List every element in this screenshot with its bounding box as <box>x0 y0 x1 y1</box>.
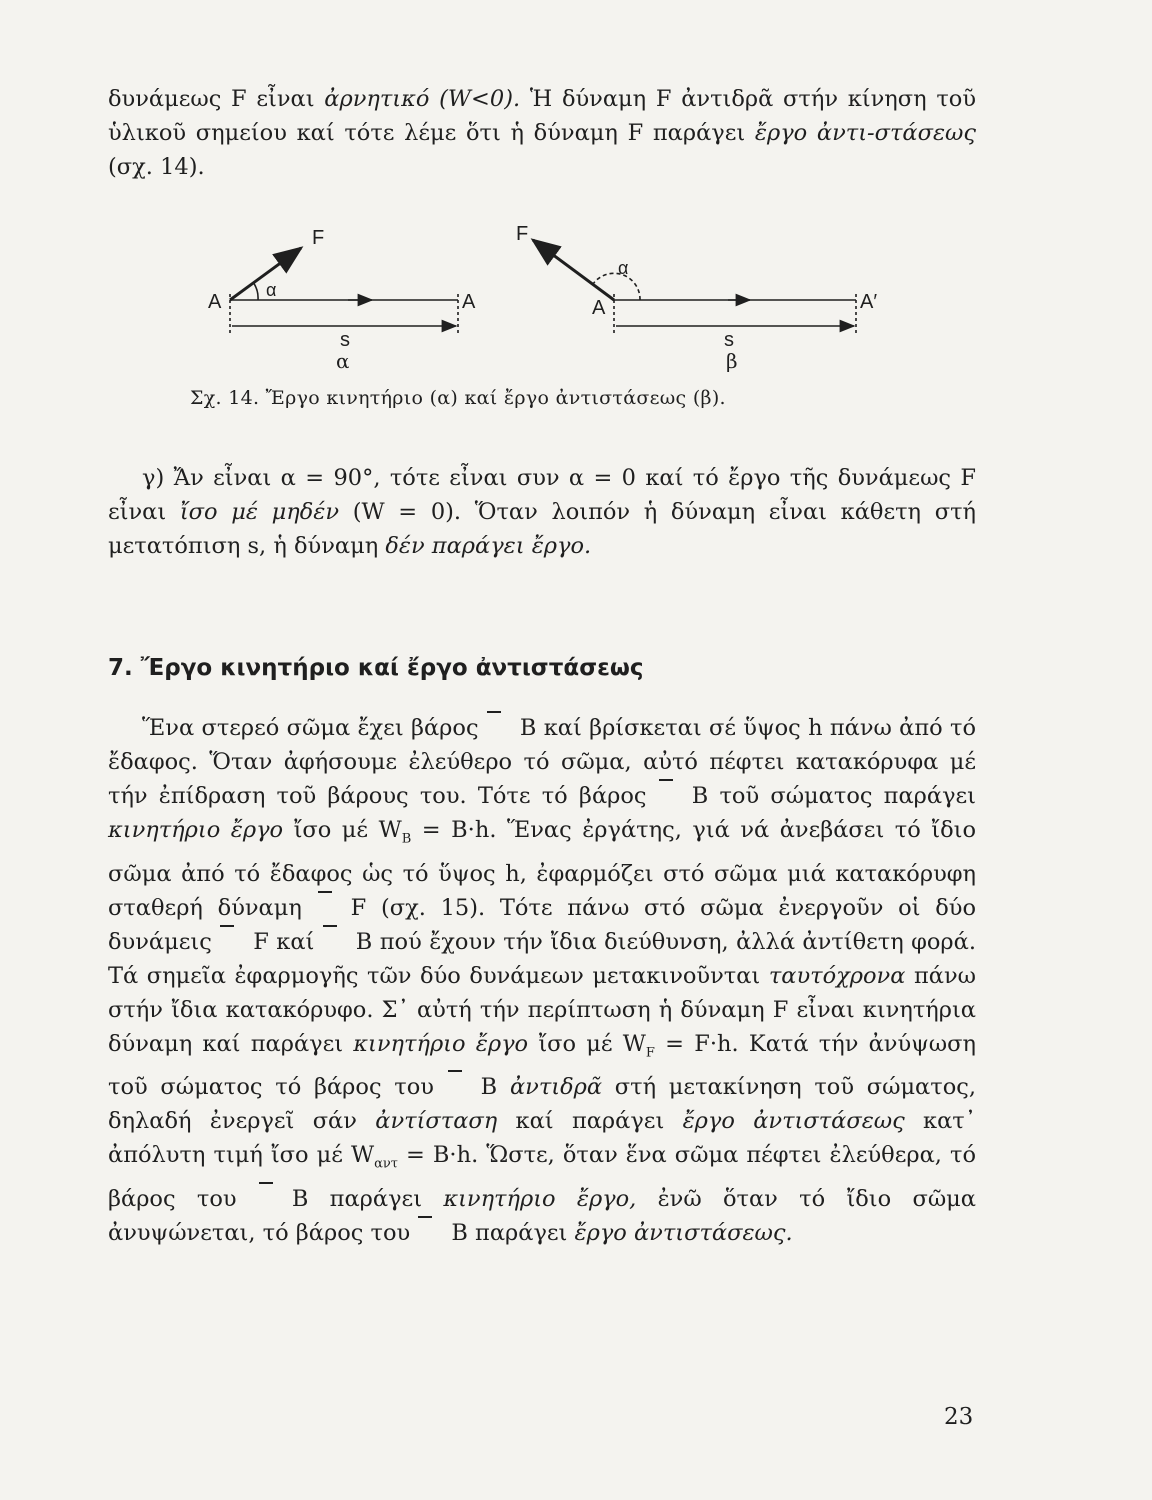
body-italic-1: κινητήριο ἔργο <box>108 817 284 843</box>
gamma-italic-1: ἴσο μέ μηδέν <box>179 499 340 525</box>
body-italic-7: κινητήριο ἔργο, <box>443 1185 637 1212</box>
vector-F-2: F <box>219 925 269 959</box>
body-text-5: = B·h. Ἕνας ἐργάτης, γιά νά ἀνεβάσει τό ἴδιο σῶμα ἀπό τό ἔδαφος ὡς τό ὕψος h, ἐφαρμόζει στό σῶμα μιά κατακόρυφη σταθερή δύναμη <box>108 817 977 921</box>
diagram-b-sublabel: β <box>726 349 738 373</box>
body-text-18: παράγει <box>467 1219 575 1246</box>
figure-14-diagram <box>108 214 976 349</box>
vector-B-3: B <box>322 925 373 959</box>
figure-sublabels <box>108 349 976 379</box>
body-text-12: στή μετακίνηση τοῦ σώματος, δηλαδή ἐνεργεῖ σάν <box>108 1074 977 1134</box>
diagram-a-end-label: A <box>462 291 476 313</box>
diagram-b-displacement-label: s <box>724 329 734 349</box>
intro-text-3: (σχ. 14). <box>108 154 205 180</box>
diagram-a-angle-arc <box>253 282 258 300</box>
vector-F-1: F <box>317 891 367 925</box>
body-italic-8: ἔργο ἀντιστάσεως. <box>574 1219 793 1246</box>
body-text-15: = B·h. Ὥστε, ὅταν ἕνα σῶμα πέφτει ἐλεύθερα, τό βάρος του <box>108 1142 976 1212</box>
body-text-13: καί παράγει <box>497 1108 683 1134</box>
body-text-2: καί βρίσκεται σέ ὕψος h πάνω ἀπό τό ἔδαφος. Ὅταν ἀφήσουμε ἐλεύθερο τό σῶμα, αὐτό πέφτει κατακόρυφα μέ τήν ἐπίδραση τοῦ βάρους του. Τότε τό βάρος <box>108 715 976 809</box>
body-text-8: πού ἔχουν τήν ἴδια διεύθυνση, ἀλλά ἀντίθετη φορά. Τά σημεῖα ἐφαρμογῆς τῶν δύο δυνάμεων μετακινοῦνται <box>108 928 977 989</box>
body-text-3: τοῦ σώματος παράγει <box>708 783 976 809</box>
diagram-a-force-label: F <box>312 227 325 249</box>
diagram-a-sublabel: α <box>336 349 350 373</box>
diagram-b-force-arrow <box>533 240 614 300</box>
section-heading: 7. Ἔργο κινητήριο καί ἔργο ἀντιστάσεως <box>108 655 644 681</box>
body-paragraph <box>108 711 976 1250</box>
body-italic-3: κινητήριο ἔργο <box>353 1030 529 1057</box>
subscript-B: B <box>401 831 412 847</box>
vector-B-5: B <box>258 1182 309 1216</box>
diagram-a-angle-label: α <box>266 280 277 300</box>
body-text-6: (σχ. 15). Τότε πάνω στό σῶμα ἐνεργοῦν οἱ δύο δυνάμεις <box>108 894 976 955</box>
diagram-b-force-label: F <box>516 223 529 245</box>
body-italic-4: ἀντιδρᾶ <box>509 1074 603 1100</box>
diagram-a <box>230 248 458 336</box>
diagram-b-angle-arc <box>593 273 640 300</box>
vector-B-4: B <box>447 1070 498 1104</box>
body-italic-2: ταυτόχρονα <box>768 962 906 989</box>
diagram-a-displacement-label: s <box>340 329 350 349</box>
body-text-7: καί <box>268 928 322 955</box>
body-text-17: ἐνῶ ὅταν τό ἴδιο σῶμα ἀνυψώνεται, τό βάρος του <box>108 1185 976 1246</box>
page-number: 23 <box>944 1404 974 1430</box>
diagram-a-start-label: A <box>208 291 222 313</box>
body-text-14: κατ᾽ ἀπόλυτη τιμή ἴσο μέ W <box>108 1108 977 1168</box>
body-italic-6: ἔργο ἀντιστάσεως <box>682 1108 905 1134</box>
figure-14 <box>108 214 976 349</box>
subscript-ant: αντ <box>374 1156 398 1172</box>
gamma-text-2: (W = 0). Ὅταν λοιπόν ἡ δύναμη εἶναι κάθετη στή μετατόπιση s, ἡ δύναμη <box>108 499 976 559</box>
diagram-b-angle-label: α <box>618 258 629 278</box>
diagram-b-start-label: A <box>592 297 606 319</box>
body-text-9: πάνω στήν ἴδια κατακόρυφο. Σ᾽ αὐτή τήν περίπτωση ἡ δύναμη F εἶναι κινητήρια δύναμη καί παράγει <box>108 962 976 1057</box>
body-text-10: ἴσο μέ W <box>528 1030 646 1057</box>
body-text-4: ἴσο μέ W <box>283 817 402 843</box>
gamma-paragraph <box>108 461 976 563</box>
diagram-b-end-label: A′ <box>860 291 878 313</box>
figure-caption: Σχ. 14. Ἔργο κινητήριο (α) καί ἔργο ἀντιστάσεως (β). <box>190 387 726 409</box>
vector-B-1: B <box>486 711 537 745</box>
body-text-11: = F·h. Κατά τήν ἀνύψωση τοῦ σώματος τό βάρος του <box>108 1030 976 1100</box>
intro-text-1: δυνάμεως F εἶναι <box>108 86 325 112</box>
intro-text-2: Ἡ δύναμη F ἀντιδρᾶ στήν κίνηση τοῦ ὑλικοῦ σημείου καί τότε λέμε ὅτι ἡ δύναμη F παράγει <box>108 86 976 146</box>
intro-italic-2: ἔργο ἀντι-στάσεως <box>754 120 976 146</box>
gamma-text-1: γ) Ἄν εἶναι α = 90°, τότε εἶναι συν α = 0 καί τό ἔργο τῆς δυνάμεως F εἶναι <box>108 465 976 525</box>
vector-B-6: B <box>417 1216 468 1250</box>
intro-italic-1: ἀρνητικό (W<0). <box>324 86 521 112</box>
body-text-16: παράγει <box>308 1185 444 1212</box>
diagram-b <box>533 240 856 336</box>
intro-paragraph <box>108 82 976 184</box>
vector-B-2: B <box>658 779 709 813</box>
body-text-1: Ἕνα στερεό σῶμα ἔχει βάρος <box>142 715 486 741</box>
body-italic-5: ἀντίσταση <box>375 1108 498 1134</box>
page-content <box>108 82 976 1250</box>
subscript-F: F <box>645 1045 655 1060</box>
gamma-italic-2: δέν παράγει ἔργο. <box>385 533 592 559</box>
